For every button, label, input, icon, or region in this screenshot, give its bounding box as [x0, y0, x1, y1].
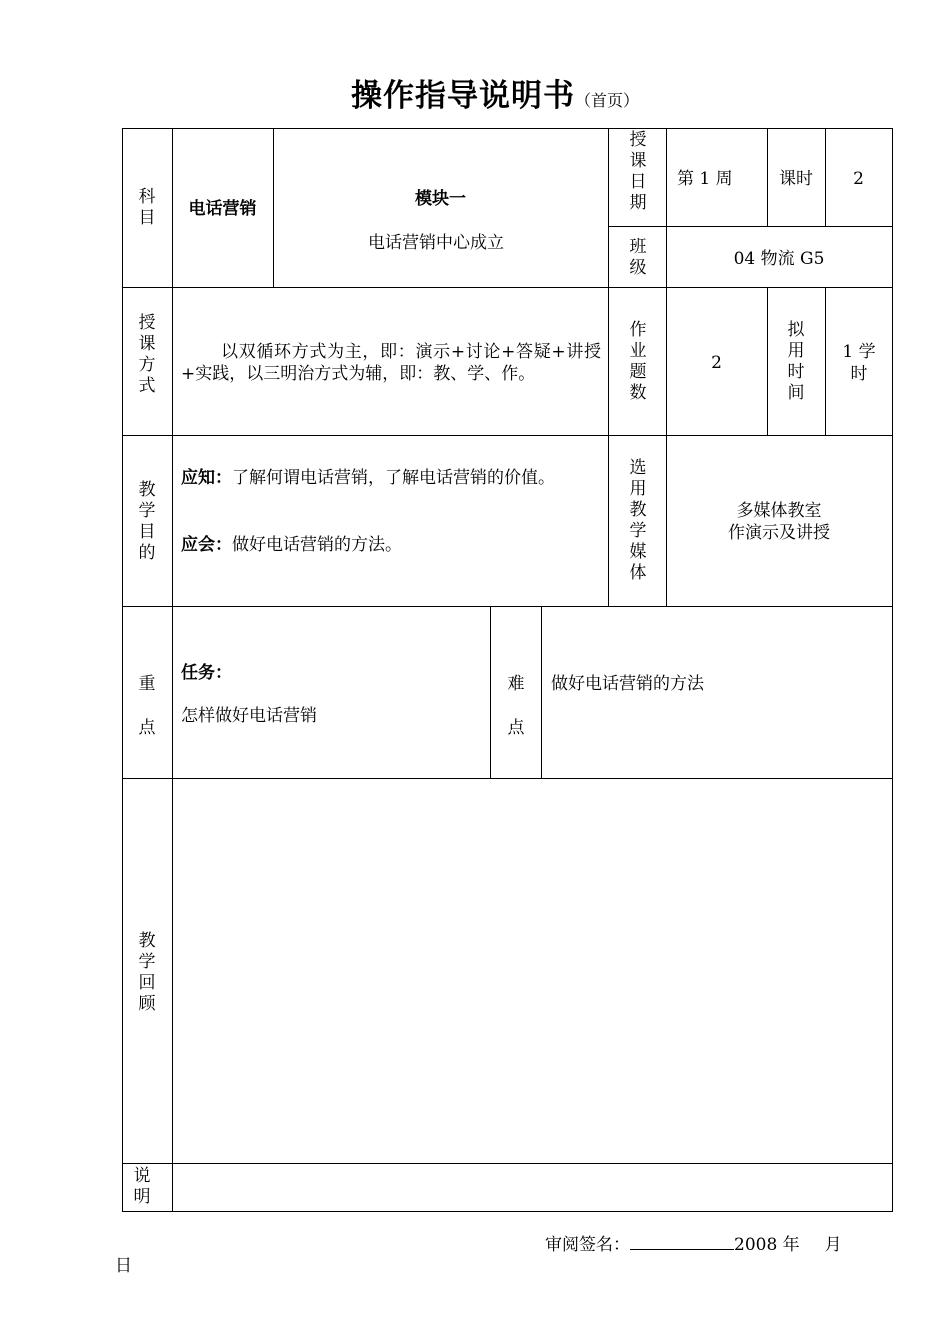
- footer-month: 月: [824, 1235, 842, 1255]
- key-label: 重 点: [138, 674, 156, 738]
- hard-label: 难 点: [507, 674, 525, 738]
- hours-value: 2: [853, 169, 864, 189]
- task-label: 任务：: [181, 663, 232, 683]
- date-label: 授 课 日 期: [629, 130, 647, 213]
- media-line2: 作演示及讲授: [728, 523, 830, 543]
- subject-value: 电话营销: [188, 199, 257, 219]
- page-title-main: 操作指导说明书: [350, 78, 575, 114]
- media-line1: 多媒体教室: [736, 501, 822, 521]
- can-text: 做好电话营销的方法。: [232, 535, 402, 555]
- module-title: 模块一: [415, 189, 466, 209]
- method-text: 以双循环方式为主，即：演示+讨论+答疑+讲授+实践，以三明治方式为辅，即：教、学、作。: [181, 342, 601, 384]
- media-label: 选 用 教 学 媒 体: [629, 458, 647, 583]
- homework-label: 作 业 题 数: [629, 320, 647, 403]
- plan-time-label: 拟 用 时 间: [787, 320, 805, 403]
- know-text: 了解何谓电话营销，了解电话营销的价值。: [232, 468, 555, 488]
- can-block: [181, 534, 402, 556]
- class-label: 班 级: [629, 237, 647, 278]
- week-value: 第 1 周: [677, 169, 733, 189]
- review-label: 教 学 回 顾: [138, 931, 156, 1014]
- review-sign-label: 审阅签名：: [545, 1235, 630, 1255]
- footer-day: 日: [115, 1256, 132, 1276]
- homework-value: 2: [711, 353, 722, 373]
- hours-label: 课时: [779, 169, 813, 189]
- page-title-sub: （首页）: [574, 91, 639, 110]
- footer-year: 2008 年: [734, 1235, 800, 1255]
- footer-signature: [545, 1233, 842, 1256]
- page-title: [0, 70, 950, 115]
- know-label: 应知：: [181, 468, 232, 488]
- can-label: 应会：: [181, 535, 232, 555]
- note-label: 说 明: [133, 1166, 151, 1207]
- task-text: 怎样做好电话营销: [181, 706, 317, 726]
- module-name: 电话营销中心成立: [368, 233, 504, 253]
- subject-label: 科 目: [138, 187, 156, 228]
- method-label: 授 课 方 式: [138, 313, 156, 396]
- class-value: 04 物流 G5: [733, 249, 825, 269]
- signature-blank: [630, 1233, 734, 1250]
- plan-time-value: 1 学时: [842, 342, 876, 384]
- know-block: [181, 467, 601, 489]
- hard-text: 做好电话营销的方法: [551, 674, 704, 694]
- goal-label: 教 学 目 的: [138, 480, 156, 563]
